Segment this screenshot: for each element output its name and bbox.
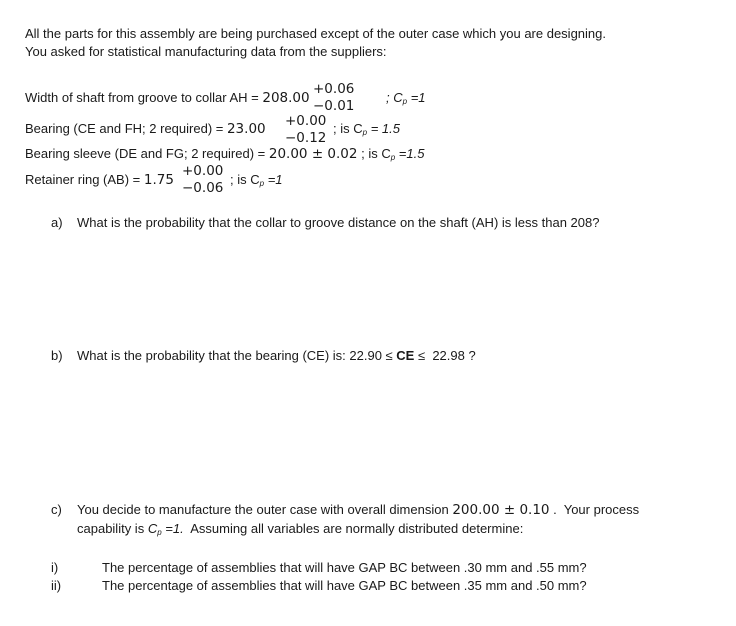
question-c-line-2-sub: p	[157, 528, 162, 537]
sub-question-i-text: The percentage of assemblies that will have GAP BC between .30 mm and .55 mm?	[102, 560, 587, 575]
question-b-prefix: What is the probability that the bearing (CE) is: 22.90 ≤	[77, 348, 397, 363]
spec-bearing-lower-tol: −0.12	[285, 130, 327, 146]
spec-bearing-cp-value: = 1.5	[370, 121, 400, 136]
spec-ah	[25, 90, 310, 106]
question-b-suffix: ≤ 22.98 ?	[414, 348, 476, 363]
question-a-marker: a)	[51, 215, 63, 230]
spec-bearing-sep: ;	[333, 121, 337, 136]
spec-ah-nominal: 208.00	[262, 90, 310, 106]
spec-ah-cp-sub: p	[402, 97, 408, 106]
spec-bearing-cp	[333, 121, 400, 137]
spec-ah-lower-tol: −0.01	[313, 98, 355, 114]
question-b-marker: b)	[51, 348, 63, 363]
spec-sleeve-value: 20.00 ± 0.02	[268, 146, 358, 162]
spec-bearing-upper-tol: +0.00	[285, 113, 327, 129]
spec-retainer-sep: ;	[230, 172, 234, 187]
spec-bearing-label: Bearing (CE and FH; 2 required) =	[25, 121, 227, 136]
question-c-line-1-prefix: You decide to manufacture the outer case with overall dimension	[77, 502, 453, 517]
spec-retainer-cp-sub: p	[259, 179, 265, 188]
spec-retainer-nominal: 1.75	[143, 172, 174, 188]
spec-bearing-cp-prefix: is C	[340, 121, 363, 136]
spec-sleeve-cp-value: =1.5	[398, 146, 425, 161]
question-a	[51, 214, 600, 232]
question-b	[51, 347, 476, 365]
sub-question-ii-text: The percentage of assemblies that will have GAP BC between .35 mm and .50 mm?	[102, 578, 587, 593]
question-c-line-2-cp-value: =1.	[161, 521, 184, 536]
sub-question-ii-marker: ii)	[51, 578, 62, 593]
question-a-text: What is the probability that the collar to groove distance on the shaft (AH) is less than 208?	[77, 215, 600, 230]
spec-ah-cp	[386, 90, 426, 106]
spec-retainer-upper-tol: +0.00	[182, 163, 224, 179]
spec-retainer	[25, 172, 174, 188]
spec-ah-label: Width of shaft from groove to collar AH =	[25, 90, 263, 105]
sub-question-ii	[51, 577, 587, 595]
spec-sleeve	[25, 146, 424, 162]
spec-retainer-label: Retainer ring (AB) =	[25, 172, 144, 187]
spec-bearing	[25, 121, 266, 137]
spec-bearing-nominal: 23.00	[226, 121, 266, 137]
spec-retainer-cp-prefix: is C	[237, 172, 260, 187]
spec-retainer-lower-tol: −0.06	[182, 180, 224, 196]
spec-sleeve-label: Bearing sleeve (DE and FG; 2 required) =	[25, 146, 269, 161]
question-c-line-1-value: 200.00 ± 0.10	[452, 502, 550, 518]
question-c-line-2-prefix: capability is	[77, 521, 148, 536]
question-c-line-2-suffix: Assuming all variables are normally distributed determine:	[183, 521, 524, 536]
question-c-line-1	[77, 501, 639, 519]
question-c-line-1-suffix: . Your process	[549, 502, 640, 517]
spec-ah-cp-prefix: C	[393, 90, 403, 105]
question-c-line-2	[77, 520, 523, 542]
spec-ah-sep: ;	[386, 90, 390, 105]
spec-bearing-cp-sub: p	[362, 128, 368, 137]
spec-sleeve-sep: ;	[357, 146, 369, 161]
question-c-line-2-cp: C	[147, 521, 158, 536]
question-c	[51, 501, 640, 519]
intro-line-2: You asked for statistical manufacturing data from the suppliers:	[25, 44, 387, 59]
sub-question-i	[51, 559, 587, 577]
spec-sleeve-cp-sub: p	[390, 153, 396, 162]
spec-retainer-cp-value: =1	[267, 172, 283, 187]
intro-line-1: All the parts for this assembly are being purchased except of the outer case which you are designing.	[25, 26, 606, 41]
spec-ah-cp-value: =1	[410, 90, 426, 105]
question-c-marker: c)	[51, 502, 62, 517]
spec-retainer-cp	[230, 172, 283, 188]
sub-question-i-marker: i)	[51, 560, 59, 575]
spec-sleeve-cp-prefix: is C	[368, 146, 391, 161]
question-b-text	[77, 347, 476, 365]
question-b-bold: CE	[396, 348, 415, 363]
spec-ah-upper-tol: +0.06	[313, 81, 355, 97]
